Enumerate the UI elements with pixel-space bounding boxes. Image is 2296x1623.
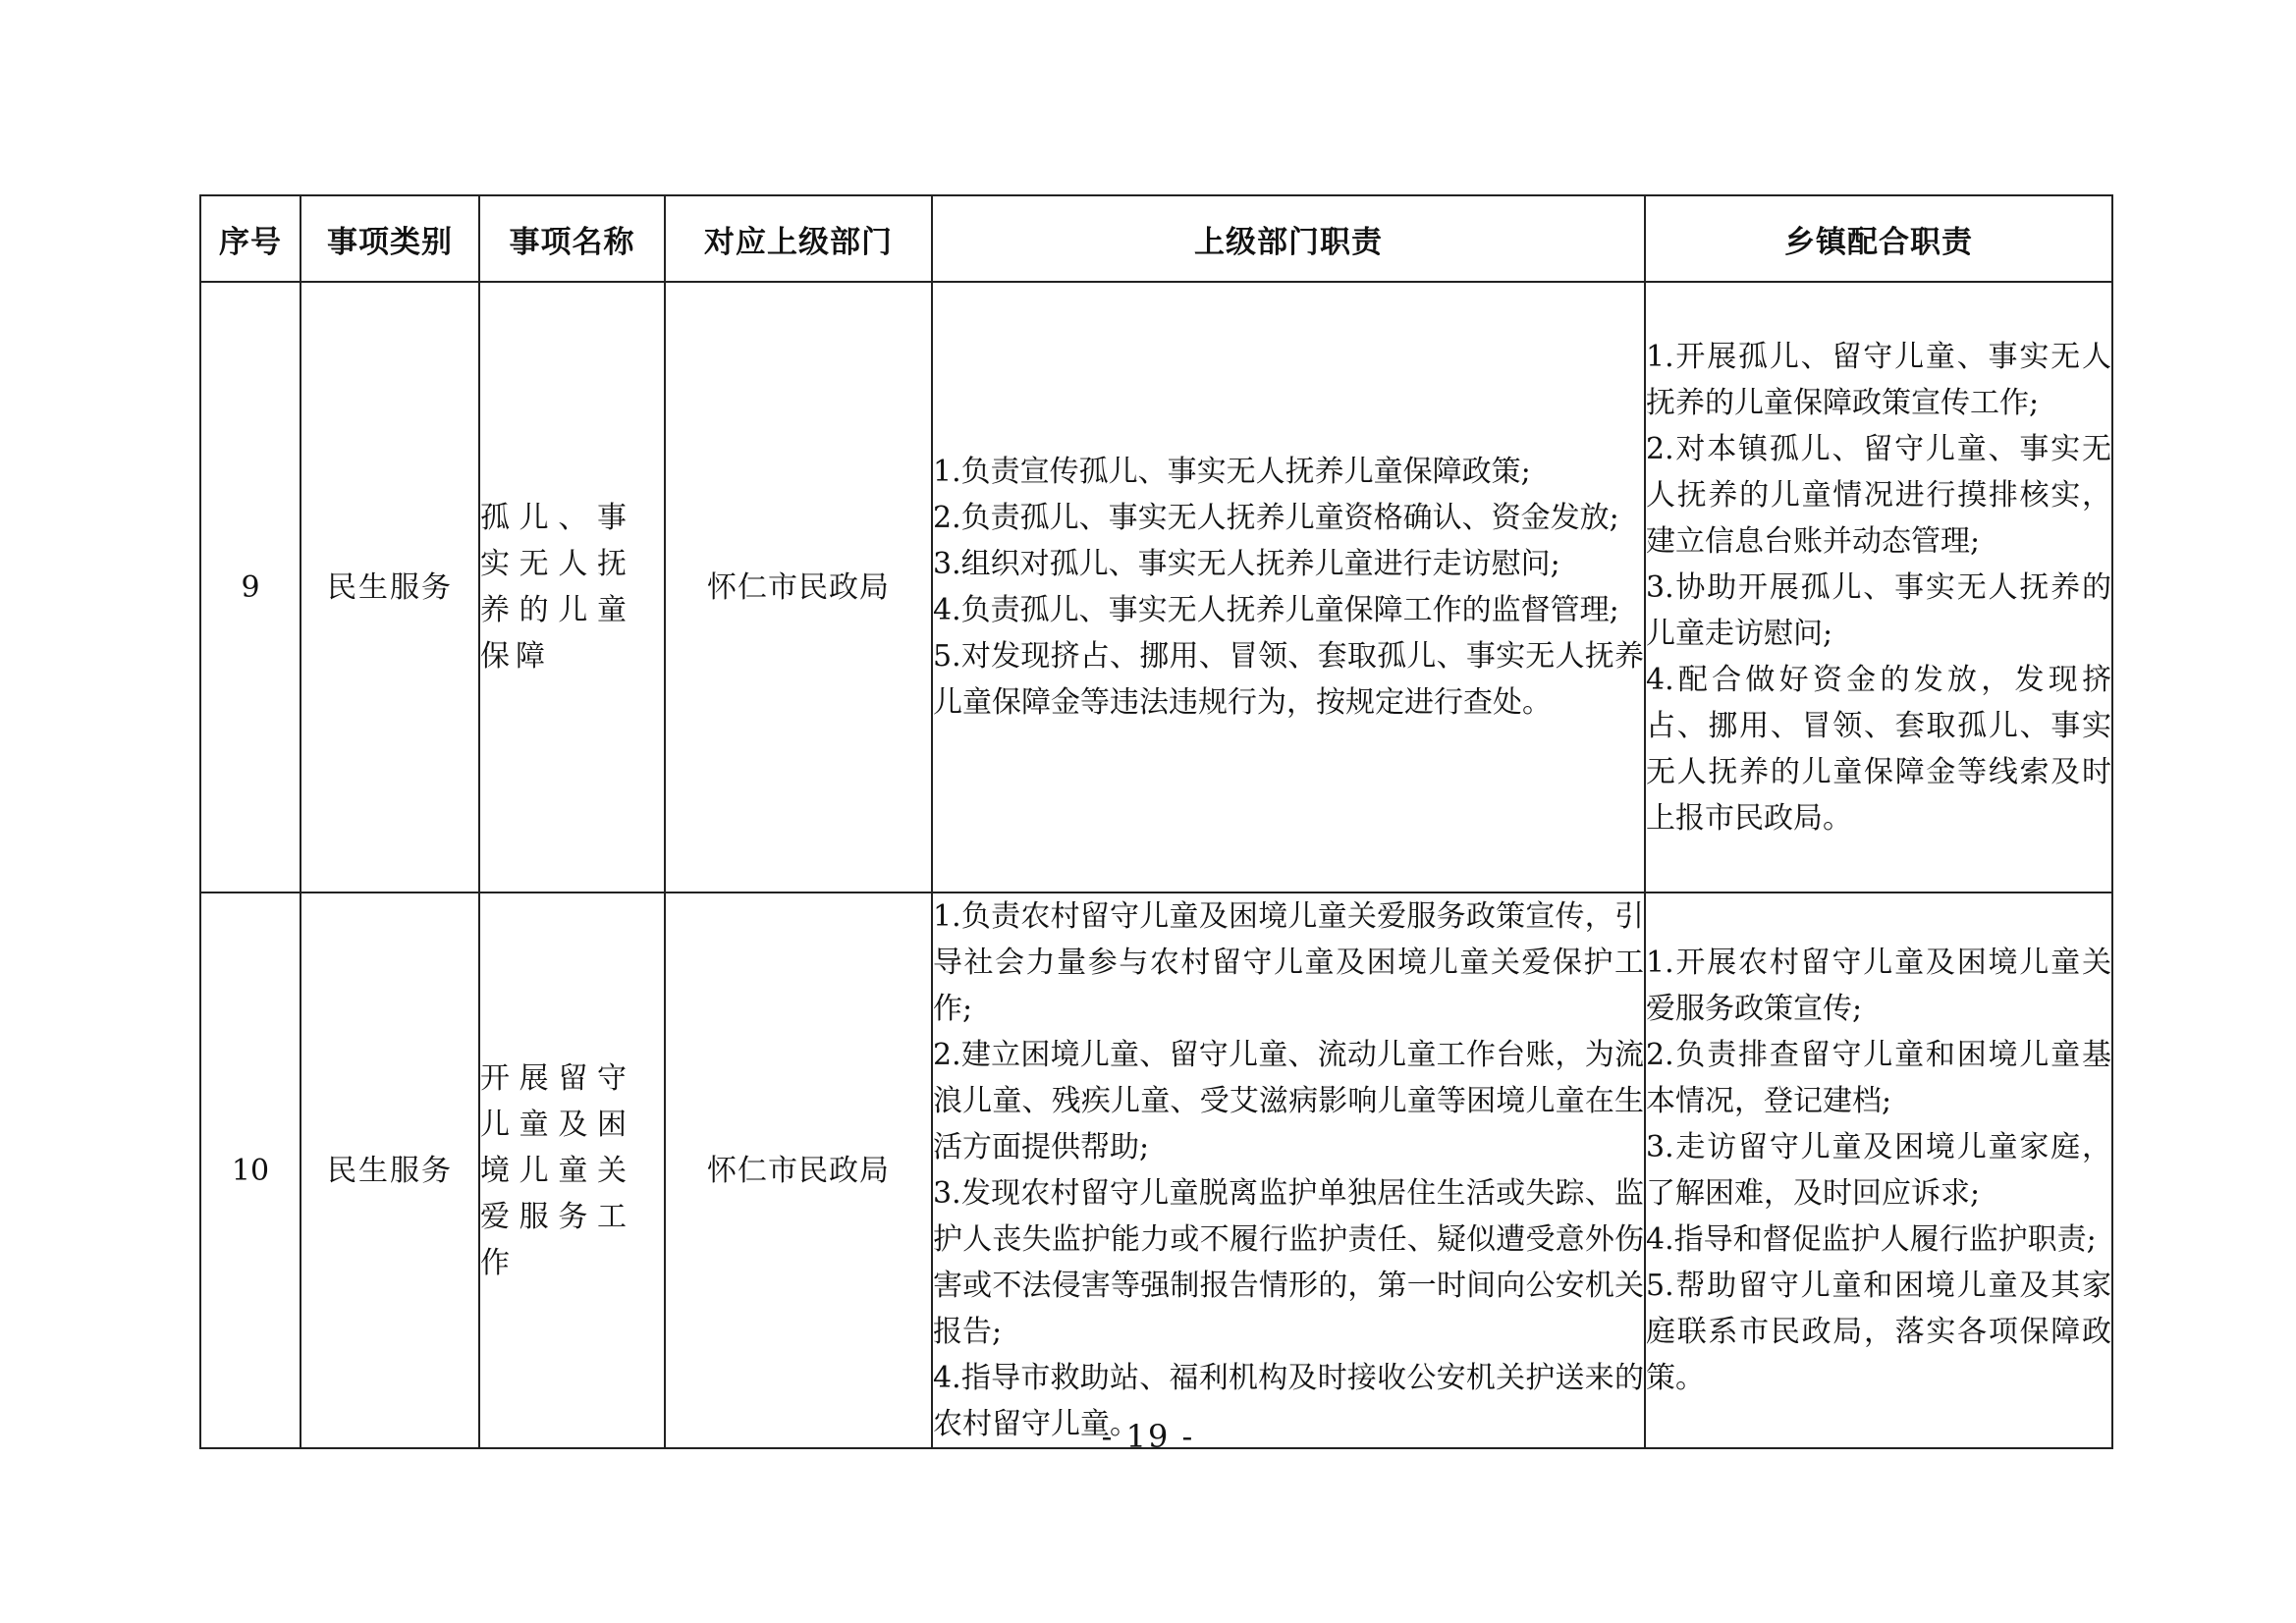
row-upper-duties [932, 282, 1645, 893]
row-department: 怀仁市民政局 [665, 282, 932, 893]
table-header-row [200, 195, 2112, 282]
upper-duty-item: 3.发现农村留守儿童脱离监护单独居住生活或失踪、监护人丧失监护能力或不履行监护责任、疑似遭受意外伤害或不法侵害等强制报告情形的，第一时间向公安机关报告; [933, 1176, 1644, 1349]
table-row [200, 893, 2112, 1448]
town-duty-item: 2.负责排查留守儿童和困境儿童基本情况，登记建档; [1646, 1038, 2111, 1118]
row-item-name [479, 893, 665, 1448]
upper-duty-item: 2.负责孤儿、事实无人抚养儿童资格确认、资金发放; [933, 501, 1619, 535]
row-number: 10 [200, 893, 301, 1448]
row-town-duties [1645, 893, 2112, 1448]
town-duty-item: 3.协助开展孤儿、事实无人抚养的儿童走访慰问; [1646, 569, 2111, 651]
page-number: - 19 - [1101, 1418, 1195, 1455]
upper-duty-item: 4.负责孤儿、事实无人抚养儿童保障工作的监督管理; [933, 593, 1619, 627]
row-upper-duties [932, 893, 1645, 1448]
town-duty-item: 5.帮助留守儿童和困境儿童及其家庭联系市民政局，落实各项保障政策。 [1646, 1269, 2111, 1395]
upper-duty-item: 4.指导市救助站、福利机构及时接收公安机关护送来的农村留守儿童。 [933, 1361, 1644, 1441]
header-town-duties: 乡镇配合职责 [1645, 195, 2112, 282]
upper-duty-item: 2.建立困境儿童、留守儿童、流动儿童工作台账，为流浪儿童、残疾儿童、受艾滋病影响儿童等困境儿童在生活方面提供帮助; [933, 1038, 1644, 1164]
row-item-name-text: 孤儿、事实无人抚养的儿童保障 [480, 501, 632, 674]
table-row [200, 282, 2112, 893]
row-town-duties [1645, 282, 2112, 893]
row-department: 怀仁市民政局 [665, 893, 932, 1448]
row-category: 民生服务 [301, 893, 479, 1448]
town-duty-item: 4.指导和督促监护人履行监护职责; [1646, 1222, 2097, 1257]
upper-duty-item: 1.负责农村留守儿童及困境儿童关爱服务政策宣传，引导社会力量参与农村留守儿童及困境儿童关爱保护工作; [933, 899, 1644, 1026]
header-department: 对应上级部门 [665, 195, 932, 282]
header-number: 序号 [200, 195, 301, 282]
header-category: 事项类别 [301, 195, 479, 282]
upper-duty-item: 1.负责宣传孤儿、事实无人抚养儿童保障政策; [933, 455, 1531, 489]
upper-duty-item: 5.对发现挤占、挪用、冒领、套取孤儿、事实无人抚养儿童保障金等违法违规行为，按规定进行查处。 [933, 639, 1644, 720]
header-item-name: 事项名称 [479, 195, 665, 282]
town-duty-item: 4.配合做好资金的发放，发现挤占、挪用、冒领、套取孤儿、事实无人抚养的儿童保障金等线索及时上报市民政局。 [1646, 662, 2111, 836]
header-upper-duties: 上级部门职责 [932, 195, 1645, 282]
row-item-name [479, 282, 665, 893]
town-duty-item: 1.开展农村留守儿童及困境儿童关爱服务政策宣传; [1646, 946, 2111, 1026]
town-duty-item: 2.对本镇孤儿、留守儿童、事实无人抚养的儿童情况进行摸排核实，建立信息台账并动态管理; [1646, 431, 2111, 559]
town-duty-item: 3.走访留守儿童及困境儿童家庭，了解困难，及时回应诉求; [1646, 1130, 2111, 1211]
duty-table [199, 194, 2113, 1449]
row-number: 9 [200, 282, 301, 893]
town-duty-item: 1.开展孤儿、留守儿童、事实无人抚养的儿童保障政策宣传工作; [1646, 339, 2111, 420]
row-item-name-text: 开展留守儿童及困境儿童关爱服务工作 [480, 1060, 632, 1280]
row-category: 民生服务 [301, 282, 479, 893]
upper-duty-item: 3.组织对孤儿、事实无人抚养儿童进行走访慰问; [933, 547, 1560, 581]
